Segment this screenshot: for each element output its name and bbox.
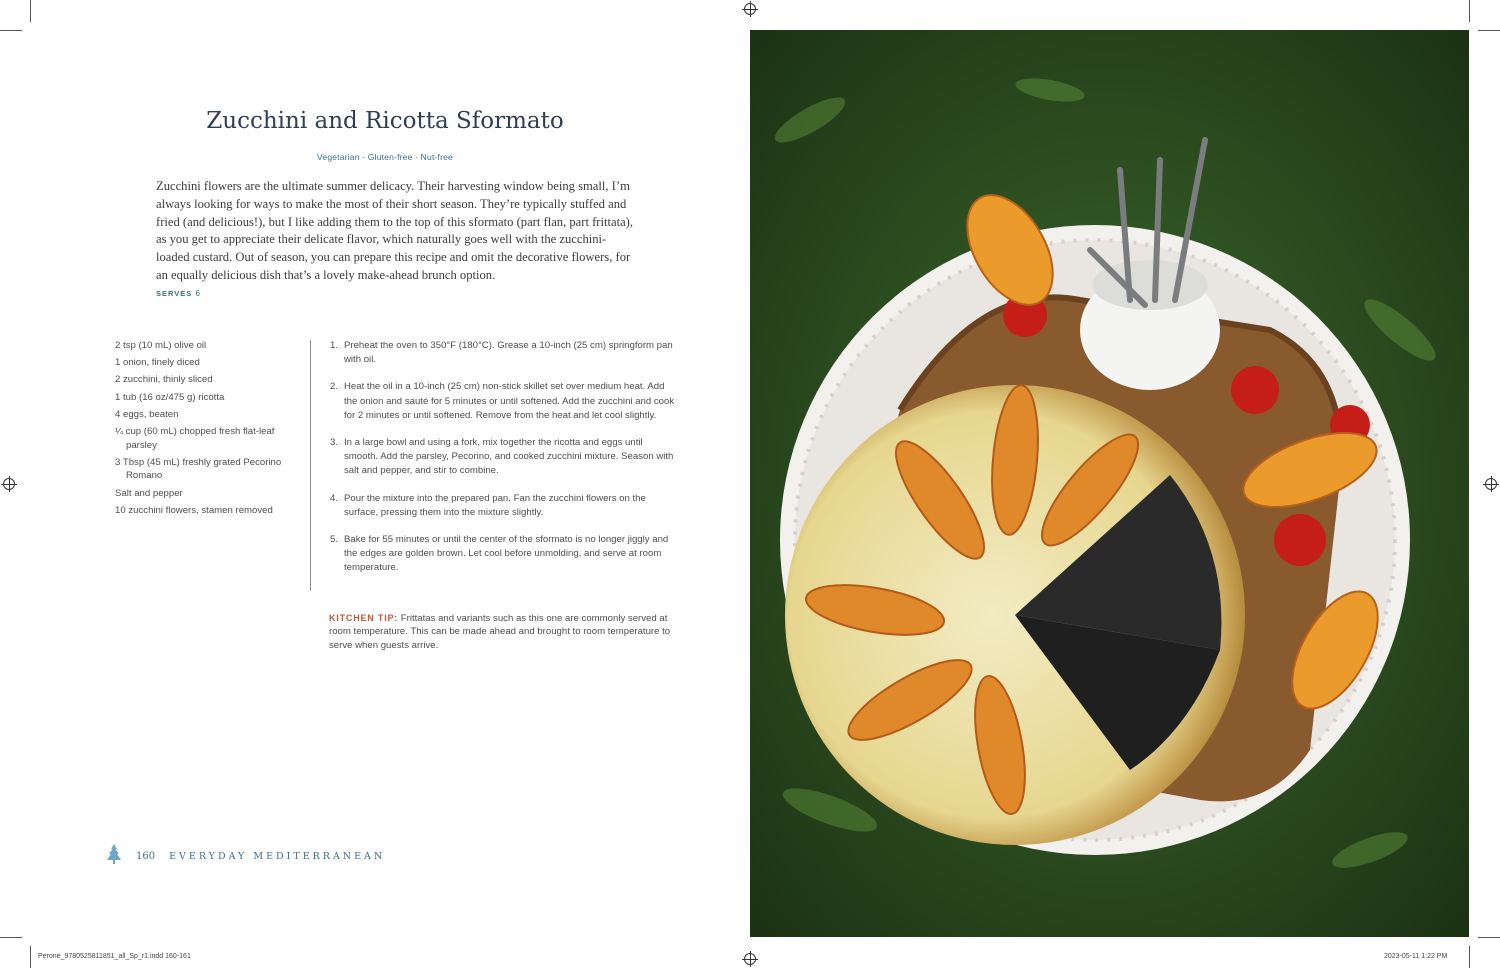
method-step [330,339,675,367]
recipe-title: Zucchini and Ricotta Sformato [206,108,564,134]
ingredient-list [115,339,295,521]
registration-mark-icon [744,3,756,15]
step-number: 2. [330,381,339,393]
method-step [330,436,675,479]
column-divider [310,340,311,591]
kitchen-tip [329,612,674,652]
ingredient-item: ¼ cup (60 mL) chopped fresh flat-leaf parsley [115,425,275,451]
crop-mark [1478,30,1500,31]
step-text: Preheat the oven to 350°F (180°C). Grease a 10-inch (25 cm) springform pan with oil. [344,340,673,366]
step-number: 3. [330,437,339,449]
step-text: Bake for 55 minutes or until the center of the sformato is no longer jiggly and the edges are golden brown. Let cool before unmolding, and serve at room temperature. [344,534,669,574]
method-steps [330,339,675,589]
crop-mark [0,937,22,938]
kitchen-tip-label: KITCHEN TIP: [329,613,399,623]
ingredient-item: 3 Tbsp (45 mL) freshly grated Pecorino Romano [115,456,282,482]
registration-mark-icon [744,953,756,965]
step-number: 1. [330,340,339,351]
step-text: Pour the mixture into the prepared pan. Fan the zucchini flowers on the surface, pressing them into the mixture slightly. [344,492,646,518]
ingredient-item: 2 zucchini, thinly sliced [115,374,213,386]
dietary-tags: Vegetarian · Gluten-free · Nut-free [317,152,453,162]
kitchen-tip-text: Frittatas and variants such as this one are commonly served at room temperature. This can be made ahead and brought to room temperature to serve when guests arrive. [329,613,671,651]
crop-mark [1478,937,1500,938]
step-text: Heat the oil in a 10-inch (25 cm) non-stick skillet set over medium heat. Add the onion and sauté for 5 minutes or until softened. Add the zucchini and cook for 2 minutes or until softened. Remove from the heat and let cool slightly. [344,381,675,421]
ingredient-item: 1 onion, finely diced [115,357,200,369]
print-slug-file: Perone_9780525811851_all_Sp_r1.indd 160-161 [38,953,191,960]
ingredient-item: 4 eggs, beaten [115,408,179,420]
ingredient-item: Salt and pepper [115,487,183,499]
page-footer [104,843,385,870]
ingredient-item: 10 zucchini flowers, stamen removed [115,504,273,516]
method-step [330,492,675,520]
recipe-intro: Zucchini flowers are the ultimate summer delicacy. Their harvesting window being small, I’m always looking for ways to make the most of their short season. They’re typically stuffed and fried (and delicious!), but I like adding them to the top of this sformato (part flan, part frittata), as you get to appreciate their delicate flavor, which naturally goes well with the zucchini-loaded custard. Out of season, you can prepare this recipe and omit the decorative flowers, for an equally delicious dish that’s a lovely make-ahead brunch option. [156,179,634,282]
ingredient-item: 2 tsp (10 mL) olive oil [115,340,207,351]
step-text: In a large bowl and using a fork, mix together the ricotta and eggs until smooth. Add the parsley, Pecorino, and cooked zucchini mixture. Season with salt and pepper, and stir to combine. [344,437,674,477]
print-slug-timestamp: 2023-05-11 1:22 PM [1384,953,1448,960]
crop-mark [30,0,31,22]
step-number: 5. [330,534,339,546]
crop-mark [1469,946,1470,968]
serves-line [156,289,201,298]
crop-mark [0,30,22,31]
crop-mark [30,946,31,968]
tree-ornament-icon [104,843,124,870]
method-step [330,533,675,576]
registration-mark-icon [3,478,15,490]
ingredient-item: 1 tub (16 oz/475 g) ricotta [115,391,225,403]
sformato-photo [750,30,1469,937]
book-title: EVERYDAY MEDITERRANEAN [169,851,386,862]
serves-value: 6 [195,289,201,298]
registration-mark-icon [1485,478,1497,490]
method-step [330,380,675,423]
serves-label: SERVES [156,289,193,298]
step-number: 4. [330,492,339,504]
crop-mark [1469,0,1470,22]
page-number: 160 [136,851,156,862]
